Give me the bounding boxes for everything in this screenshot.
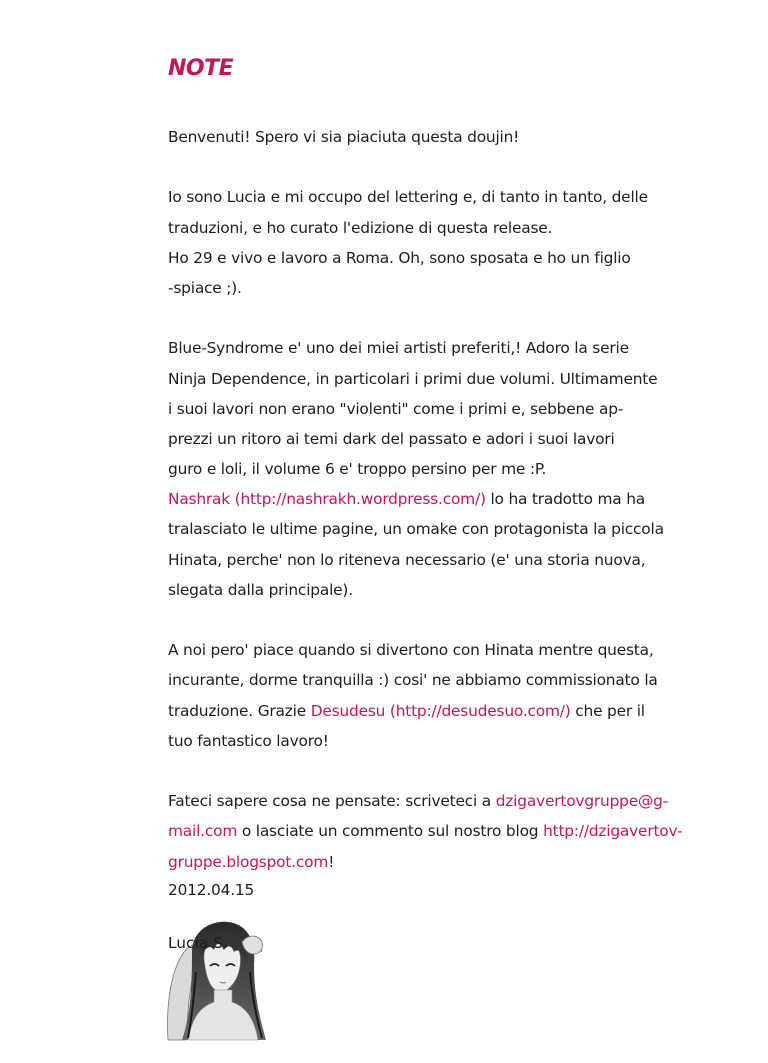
intro-line: Benvenuti! Spero vi sia piaciuta questa doujin!	[168, 128, 520, 146]
text-fragment: !	[328, 852, 335, 871]
text-fragment: lo ha tradotto ma ha	[485, 490, 645, 509]
text-line: Ninja Dependence, in particolari i primi due volumi. Ultimamente	[168, 369, 658, 388]
text-line: Hinata, perche' non lo riteneva necessario (e' una storia nuova,	[168, 550, 646, 569]
text-line: prezzi un ritoro ai temi dark del passato e adori i suoi lavori	[168, 429, 615, 448]
text-fragment: traduzione. Grazie	[168, 701, 311, 720]
nashrak-link[interactable]: Nashrak (http://nashrakh.wordpress.com/)	[168, 490, 486, 509]
text-line	[168, 847, 708, 877]
text-line: guro e loli, il volume 6 e' troppo persino per me :P.	[168, 460, 547, 479]
text-line	[168, 786, 708, 816]
email-link[interactable]: dzigavertovgruppe@g-	[495, 792, 669, 811]
text-line	[168, 484, 708, 514]
text-line: i suoi lavori non erano "violenti" come i primi e, sebbene ap-	[168, 399, 624, 418]
text-fragment: Fateci sapere cosa ne pensate: scriveteci a	[168, 792, 496, 811]
date: 2012.04.15	[168, 880, 255, 899]
text-fragment: o lasciate un commento sul nostro blog	[237, 822, 544, 841]
text-line: slegata dalla principale).	[168, 580, 353, 599]
text-fragment: che per il	[570, 701, 645, 720]
text-line: tralasciato le ultime pagine, un omake con protagonista la piccola	[168, 520, 664, 539]
text-line: incurante, dorme tranquilla :) cosi' ne abbiamo commissionato la	[168, 671, 658, 690]
page-title: NOTE	[168, 56, 234, 81]
text-line: Io sono Lucia e mi occupo del lettering e, di tanto in tanto, delle	[168, 188, 648, 207]
desudesu-link[interactable]: Desudesu (http://desudesuo.com/)	[310, 701, 571, 720]
text-line: A noi pero' piace quando si divertono con Hinata mentre questa,	[168, 641, 654, 660]
text-line: Ho 29 e vivo e lavoro a Roma. Oh, sono sposata e ho un figlio	[168, 248, 631, 267]
text-line: tuo fantastico lavoro!	[168, 731, 329, 750]
text-line: -spiace ;).	[168, 278, 242, 297]
text-line	[168, 816, 708, 846]
note-body	[168, 122, 708, 903]
text-line	[168, 696, 708, 726]
blog-link[interactable]: http://dzigavertov-	[543, 822, 683, 841]
blog-link-continued[interactable]: gruppe.blogspot.com	[168, 852, 329, 871]
signature: Lucia S.	[168, 934, 228, 952]
author-portrait	[162, 912, 272, 1042]
text-line: traduzioni, e ho curato l'edizione di questa release.	[168, 218, 553, 237]
email-link-continued[interactable]: mail.com	[168, 822, 238, 841]
text-line: Blue-Syndrome e' uno dei miei artisti preferiti,! Adoro la serie	[168, 339, 629, 358]
